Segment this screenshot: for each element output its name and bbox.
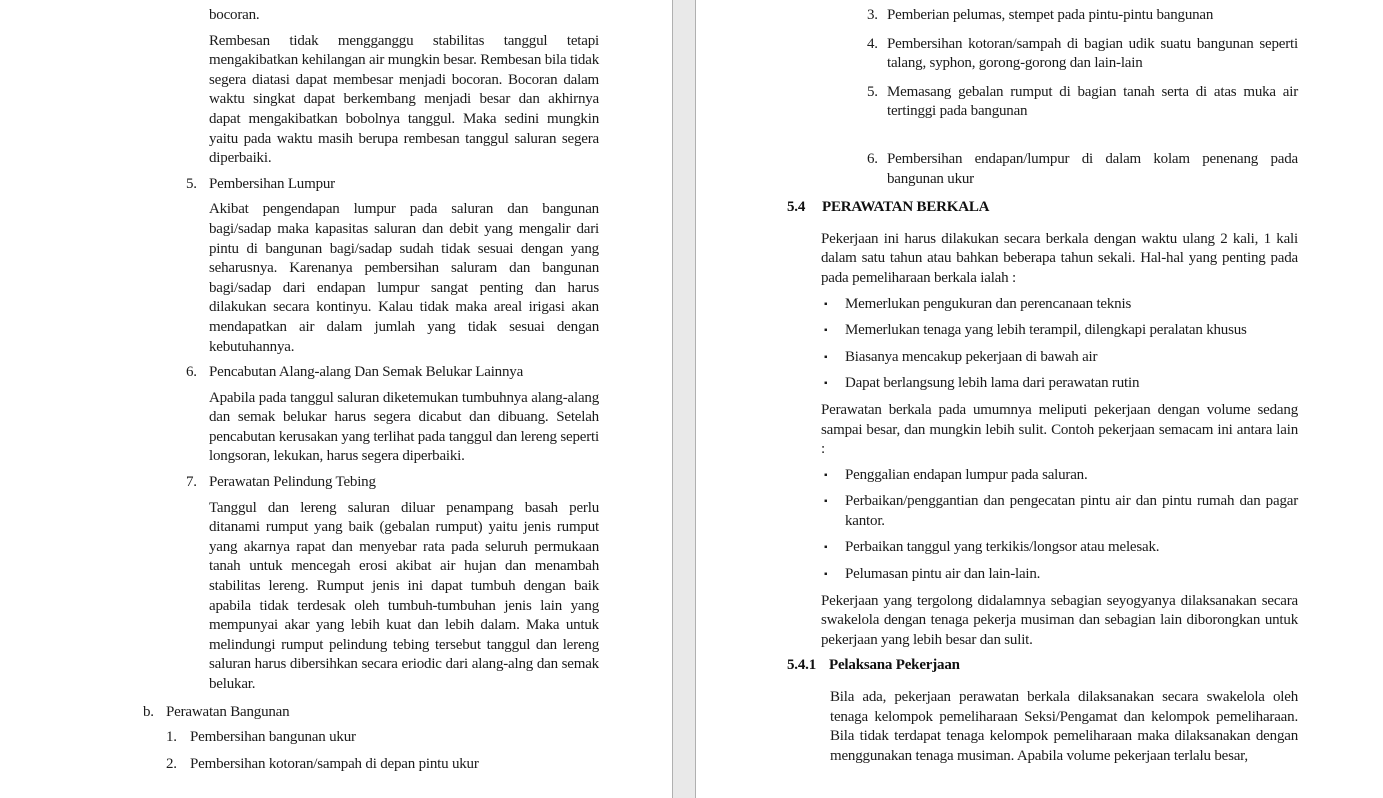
list-item-label: Pemberian pelumas, stempet pada pintu-pintu bangunan (887, 7, 1214, 23)
list-letter: b. (143, 703, 154, 720)
section-number: 5.4 (787, 199, 806, 216)
numbered-item (867, 35, 1298, 74)
bullet-item-label: Biasanya mencakup pekerjaan di bawah air (845, 348, 1098, 365)
bullet-item-label: Memerlukan pengukuran dan perencanaan teknis (845, 295, 1132, 312)
list-number: 4. (867, 35, 878, 52)
paragraph: Tanggul dan lereng saluran diluar penampang basah perlu ditanami rumput yang baik (gebalan rumput) yaitu jenis rumput yang akarnya rapat dan menyebar rata pada seluruh permukaan tanah untuk mencegah erosi akibat air hujan dan menambah stabilitas lereng. Rumput jenis ini dapat tumbuh dengan baik apabila tidak terdesak oleh tumbuh-tumbuhan jenis lain yang mempunyai akar yang lebih kuat dan lebih dalam. Maka untuk melindungi rumput pelindung tebing tersebut tanggul dan lereng saluran harus dibersihkan secara eriodic dari alang-alng dan semak belukar. (209, 499, 599, 692)
list-number: 5. (186, 175, 197, 192)
bullet-icon: ▪ (824, 569, 828, 581)
bullet-item (824, 492, 1298, 531)
bullet-item-label: Perbaikan tanggul yang terkikis/longsor atau melesak. (845, 539, 1160, 556)
bullet-item (824, 295, 1298, 315)
lettered-item (143, 703, 599, 723)
bullet-item-label: Perbaikan/penggantian dan pengecatan pintu air dan pintu rumah dan pagar kantor. (845, 493, 1298, 529)
list-item-label: Pembersihan kotoran/sampah di depan pintu ukur (190, 755, 479, 772)
bullet-icon: ▪ (824, 496, 828, 508)
numbered-item (867, 83, 1298, 122)
paragraph: Pekerjaan ini harus dilakukan secara berkala dengan waktu ulang 2 kali, 1 kali dalam satu tahun atau bahkan beberapa tahun sekali. Hal-hal yang penting pada pada pemeliharaan berkala ialah : (821, 230, 1298, 286)
paragraph: Akibat pengendapan lumpur pada saluran dan bangunan bagi/sadap maka kapasitas saluran dan debit yang mengalir dari pintu di bangunan bagi/sadap sudah tidak sesuai dengan yang seharusnya. Karenanya pembersihan saluram dan bangunan bagi/sadap dari endapan lumpur sangat penting dan harus dilakukan secara kontinyu. Kalau tidak maka areal irigasi akan mendapatkan air dalam jumlah yang tidak sesuai dengan kebutuhannya. (209, 201, 599, 355)
section-title: Pelaksana Pekerjaan (829, 657, 960, 674)
paragraph: Pekerjaan yang tergolong didalamnya sebagian seyogyanya dilaksanakan secara swakelola dengan tenaga pekerja musiman dan sebagian lain diborongkan untuk pekerjaan yang lebih besar dan sulit. (821, 592, 1298, 648)
list-number: 2. (166, 755, 177, 772)
list-number: 7. (186, 474, 197, 491)
bullet-item-label: Memerlukan tenaga yang lebih terampil, dilengkapi peralatan khusus (845, 322, 1247, 339)
numbered-subitem (166, 755, 599, 775)
list-number: 1. (166, 729, 177, 746)
paragraph: Bila ada, pekerjaan perawatan berkala dilaksanakan secara swakelola oleh tenaga kelompok pemeliharaan Seksi/Pengamat dan kelompok pemeliharaan. Bila tidak terdapat tenaga kelompok pemeliharaan maka dilaksanakan dengan menggunakan tenaga musiman. Apabila volume pekerjaan terlalu besar, (830, 689, 1298, 764)
bullet-icon: ▪ (824, 378, 828, 390)
bullet-icon: ▪ (824, 351, 828, 363)
list-item-label: Perawatan Bangunan (166, 703, 290, 720)
list-number: 6. (867, 150, 878, 167)
list-number: 6. (186, 364, 197, 381)
bullet-item (824, 348, 1298, 368)
bullet-item-label: Penggalian endapan lumpur pada saluran. (845, 466, 1088, 483)
numbered-item (186, 473, 599, 493)
bullet-icon: ▪ (824, 542, 828, 554)
numbered-item (186, 175, 599, 195)
bullet-item (824, 321, 1298, 341)
list-item-label: Pembersihan kotoran/sampah di bagian udik suatu bangunan seperti talang, syphon, gorong-gorong dan lain-lain (887, 35, 1298, 72)
section-number: 5.4.1 (787, 657, 817, 674)
document-page-right (695, 0, 1383, 798)
paragraph: Apabila pada tanggul saluran diketemukan tumbuhnya alang-alang dan semak belukar harus segera dicabut dan dibuang. Setelah pencabutan kerusakan yang terlihat pada tanggul dan lereng seperti longsoran, lekukan, harus segera diperbaiki. (209, 389, 599, 465)
numbered-item (186, 363, 599, 383)
paragraph: Rembesan tidak mengganggu stabilitas tanggul tetapi mengakibatkan kehilangan air mungkin besar. Rembesan bila tidak segera diatasi dapat membesar menjadi bocoran. Bocoran dalam waktu singkat dapat berkembang menjadi besar dan akhirnya dapat mengakibatkan bobolnya tanggul. Maka sedini mungkin yaitu pada waktu masih berupa rembesan tanggul saluran segera diperbaiki. (209, 32, 599, 167)
list-item-label: Memasang gebalan rumput di bagian tanah serta di atas muka air tertinggi pada bangunan (887, 83, 1298, 120)
bullet-item (824, 538, 1298, 558)
list-item-label: Perawatan Pelindung Tebing (209, 474, 376, 491)
list-item-label: Pembersihan endapan/lumpur di dalam kolam penenang pada bangunan ukur (887, 150, 1298, 187)
bullet-icon: ▪ (824, 469, 828, 481)
document-page-left (0, 0, 673, 798)
numbered-subitem (166, 728, 599, 748)
section-heading (787, 656, 1307, 676)
list-number: 3. (867, 7, 878, 23)
section-title: PERAWATAN BERKALA (822, 199, 990, 216)
bullet-item (824, 565, 1298, 585)
list-item-label: Pembersihan bangunan ukur (190, 729, 356, 746)
paragraph-fragment: bocoran. (209, 7, 260, 23)
list-item-label: Pembersihan Lumpur (209, 175, 335, 192)
bullet-item-label: Pelumasan pintu air dan lain-lain. (845, 566, 1041, 583)
bullet-item (824, 374, 1298, 394)
bullet-icon: ▪ (824, 298, 828, 310)
section-heading (787, 198, 1307, 218)
bullet-icon: ▪ (824, 325, 828, 337)
list-number: 5. (867, 83, 878, 100)
bullet-item-label: Dapat berlangsung lebih lama dari perawatan rutin (845, 375, 1140, 392)
numbered-item (867, 6, 1298, 26)
numbered-item (867, 150, 1298, 189)
bullet-item (824, 466, 1298, 486)
list-item-label: Pencabutan Alang-alang Dan Semak Belukar Lainnya (209, 364, 524, 381)
paragraph: Perawatan berkala pada umumnya meliputi pekerjaan dengan volume sedang sampai besar, dan mungkin lebih sulit. Contoh pekerjaan semacam ini antara lain : (821, 401, 1298, 458)
